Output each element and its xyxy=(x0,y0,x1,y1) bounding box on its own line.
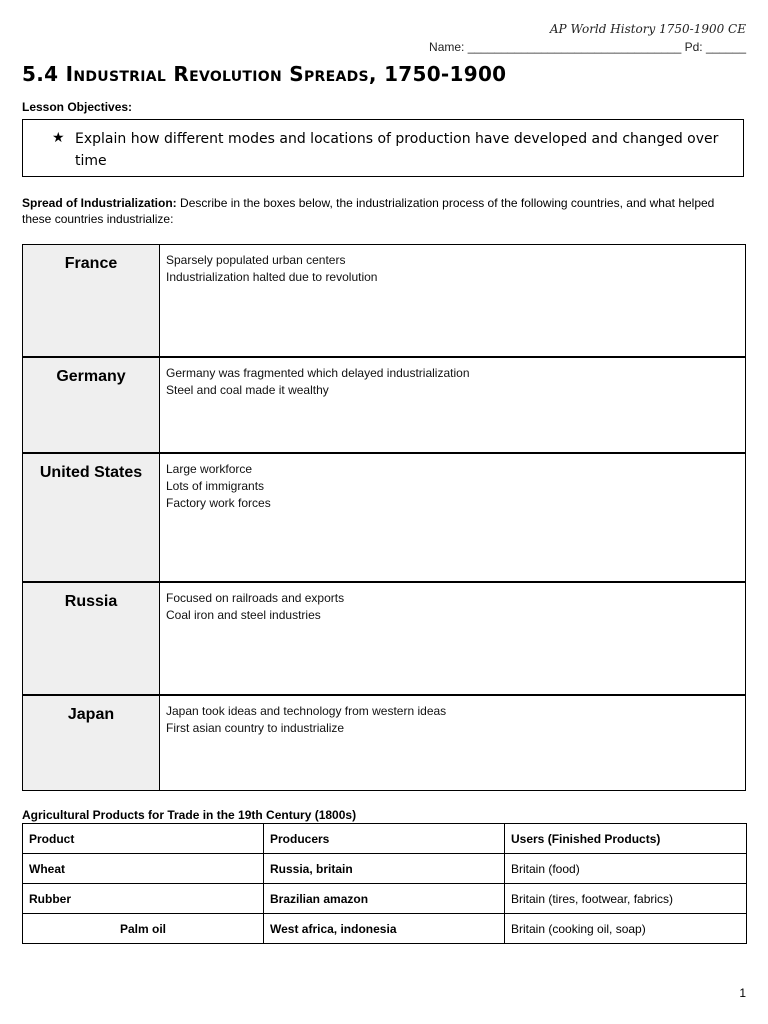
users-cell[interactable]: Britain (food) xyxy=(505,854,747,884)
note-line: Industrialization halted due to revolution xyxy=(166,270,378,284)
star-bullet-icon: ★ xyxy=(52,130,65,146)
country-row-united-states xyxy=(23,453,746,582)
country-name: Russia xyxy=(23,582,160,695)
country-name: United States xyxy=(23,453,160,582)
objective-text: Explain how different modes and locations of production have developed and changed over time xyxy=(75,131,719,169)
country-notes[interactable] xyxy=(160,453,746,582)
spread-label: Spread of Industrialization: xyxy=(22,196,177,210)
note-line: Factory work forces xyxy=(166,495,271,510)
name-period-line: Name: ________________________________ Pd: ______ xyxy=(429,40,746,54)
note-line: Lots of immigrants xyxy=(166,478,265,493)
users-cell[interactable]: Britain (cooking oil, soap) xyxy=(505,914,747,944)
users-cell[interactable]: Britain (tires, footwear, fabrics) xyxy=(505,884,747,914)
note-line: Focused on railroads and exports xyxy=(166,590,345,605)
producers-cell[interactable]: West africa, indonesia xyxy=(264,914,505,944)
country-notes[interactable] xyxy=(160,357,746,453)
country-name: Japan xyxy=(23,695,160,791)
column-header: Product xyxy=(23,824,264,854)
page-number: 1 xyxy=(739,986,746,1000)
note-line: First asian country to industrialize xyxy=(166,720,345,735)
column-header: Users (Finished Products) xyxy=(505,824,747,854)
producers-cell[interactable]: Brazilian amazon xyxy=(264,884,505,914)
country-notes[interactable] xyxy=(160,582,746,695)
country-table xyxy=(22,244,746,791)
country-row-france xyxy=(23,245,746,357)
note-line: Sparsely populated urban centers xyxy=(166,253,346,267)
product-cell: Wheat xyxy=(23,854,264,884)
table-row xyxy=(23,914,747,944)
agricultural-products-table xyxy=(22,823,747,944)
table-row xyxy=(23,854,747,884)
objectives-box xyxy=(22,119,744,177)
spread-instruction-text: Describe in the boxes below, the industrialization process of the following countries, and what helped these countries industrialize: xyxy=(22,196,715,226)
note-line: Germany was fragmented which delayed industrialization xyxy=(166,365,470,380)
product-cell: Rubber xyxy=(23,884,264,914)
page-title: 5.4 Industrial Revolution Spreads, 1750-1900 xyxy=(22,62,507,86)
note-line: Steel and coal made it wealthy xyxy=(166,382,329,397)
course-header: AP World History 1750-1900 CE xyxy=(549,22,746,36)
product-cell: Palm oil xyxy=(23,914,264,944)
country-notes[interactable] xyxy=(160,695,746,791)
table-header-row xyxy=(23,824,747,854)
table-row xyxy=(23,884,747,914)
producers-cell[interactable]: Russia, britain xyxy=(264,854,505,884)
note-line: Large workforce xyxy=(166,461,253,476)
country-row-germany xyxy=(23,357,746,453)
country-row-russia xyxy=(23,582,746,695)
spread-instructions xyxy=(22,195,746,227)
country-notes[interactable] xyxy=(160,245,746,357)
country-row-japan xyxy=(23,695,746,791)
note-line: Japan took ideas and technology from western ideas xyxy=(166,703,447,718)
column-header: Producers xyxy=(264,824,505,854)
note-line: Coal iron and steel industries xyxy=(166,607,321,622)
country-name: France xyxy=(23,245,160,357)
country-name: Germany xyxy=(23,357,160,453)
objectives-label: Lesson Objectives: xyxy=(22,100,133,114)
agricultural-table-title: Agricultural Products for Trade in the 19th Century (1800s) xyxy=(22,808,357,822)
